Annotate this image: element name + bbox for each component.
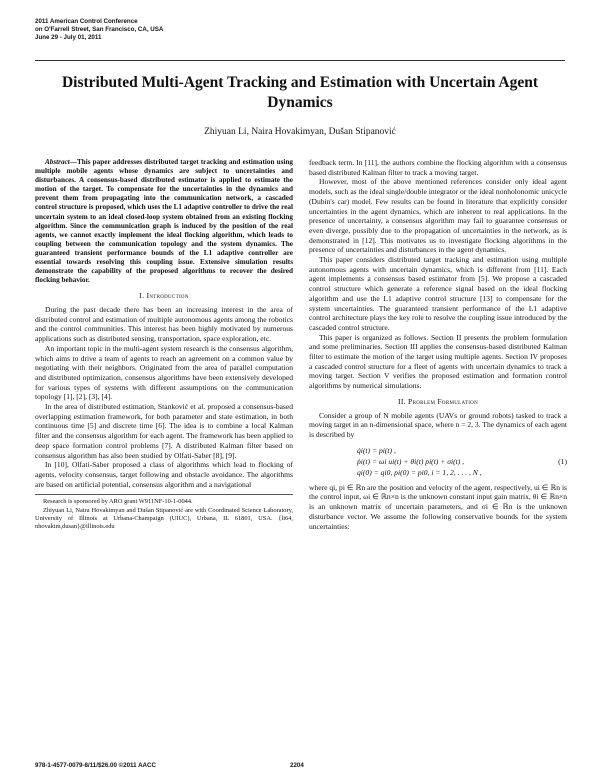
conference-header	[35, 18, 163, 42]
footer-isbn: 978-1-4577-0079-8/11/$26.00 ©2011 AACC	[35, 762, 156, 769]
abstract-text: This paper addresses distributed target tracking and estimation using multiple mobile agents whose dynamics are subject to uncertainties and disturbances. A consensus-based distributed estimator is applied to estimate the motion of the target. To compensate for the uncertainties in the dynamics and prevent them from propagating into the communication network, a cascaded control structure is proposed, which uses the L1 adaptive controller to drive the real uncertain system to an ideal closed-loop system obtained from an existing flocking algorithm. Since the communication graph is induced by the position of the real agents, we cannot exactly implement the ideal flocking algorithm, which leads to coupling between the communication topology and the system dynamics. The guaranteed transient performance bounds of the L1 adaptive controller are essential towards resolving this coupling issue. Extensive simulation results demonstrate the capability of the proposed algorithms to recover the desired flocking behavior.	[35, 158, 293, 285]
footnote-affiliation: Zhiyuan Li, Naira Hovakimyan and Dušan Stipanović are with Coordinated Science Laboratory, University of Illinois at Urbana-Champaign (UIUC), Urbana, IL 61801, USA. {li64, nhovakim,dusan}@illinois.edu	[35, 506, 293, 531]
right-paragraph: This paper considers distributed target tracking and estimation using multiple autonomous agents with uncertain dynamics, which is different from [11]. Each agent implements a consensus based estimator from [5]. We propose a cascaded control structure which generate a reference signal based on the ideal flocking algorithm and use the L1 adaptive control structure [13] to compensate for the system uncertainties. The guaranteed transient performance of the L1 adaptive control architecture plays the key role to resolve the coupling issue introduced by the cascaded control structure.	[309, 255, 567, 332]
conference-name: 2011 American Control Conference	[35, 18, 138, 25]
equation-1	[309, 445, 567, 478]
left-paragraph: In the area of distributed estimation, Stanković et al. proposed a consensus-based overlapping estimation framework, for both parameter and state estimation, in both continuous time [5] and discrete time [6]. The idea is to combine a local Kalman filter and the consensus algorithm for each agent. The framework has been applied to deep space formation control problems [7]. A distributed Kalman filter based on consensus algorithm has also been studied by Olfati-Saber [8], [9].	[35, 402, 293, 460]
right-column	[309, 158, 567, 531]
right-paragraph: where qi, pi ∈ ℝn are the position and velocity of the agent, respectively, ui ∈ ℝn is the control input, ωi ∈ ℝn×n is the unknown constant input gain matrix, θi ∈ ℝn×n is an unknown matrix of uncertain parameters, and σi ∈ ℝn is the unknown disturbance vector. We assume the following conservative bounds for the system uncertainties:	[309, 482, 567, 531]
equation-number: (1)	[558, 456, 567, 466]
left-column	[35, 158, 293, 532]
conference-dates: June 29 - July 01, 2011	[35, 34, 102, 41]
left-paragraph: In [10], Olfati-Saber proposed a class of algorithms which lead to flocking of agents, velocity consensus, target following and obstacle avoidance. The algorithms are based on artificial potential, consensus algorithm and a navigational	[35, 460, 293, 489]
header-rule	[35, 60, 565, 61]
right-paragraph: This paper is organized as follows. Section II presents the problem formulation and some preliminaries. Section III applies the consensus-based distributed Kalman filter to estimate the motion of the target using multiple agents. Section IV proposes a cascaded control structure for a fleet of agents with uncertain dynamics to track a moving target. Section V verifies the proposed estimation and formation control algorithms by numerical simulations.	[309, 332, 567, 391]
conference-location: on O'Farrell Street, San Francisco, CA, USA	[35, 26, 164, 33]
right-paragraph: However, most of the above mentioned references consider only ideal agent models, such as the ideal single/double integrator or the ideal nonholonomic unicycle (Dubin's car) model. Few results can be found in literature that explicitly consider uncertainties in the agent dynamics, which are inherent to real applications. In the presence of uncertainty, a consensus algorithm may fail to guarantee consensus or even diverge, possibly due to the propagation of uncertainties in the network, as is demonstrated in [12]. This motivates us to investigate flocking algorithms in the presence of uncertainties and disturbances in the agent dynamics.	[309, 177, 567, 255]
paper-authors: Zhiyuan Li, Naira Hovakimyan, Dušan Stipanović	[204, 127, 396, 137]
left-paragraph: An important topic in the multi-agent system research is the consensus algorithm, which aims to drive a team of agents to reach an agreement on a common value by negotiating with their neighbors. Originated from the area of parallel computation and distributed optimization, consensus algorithms have been extensively developed for various types of systems with different assumptions on the communication topology [1], [2], [3], [4].	[35, 343, 293, 402]
footnote-funding: Research is sponsored by ARO grant W911NF-10-1-0044.	[43, 498, 193, 506]
left-paragraph: During the past decade there has been an increasing interest in the area of distributed control and estimation of multiple autonomous agents among the robotics and the control communities. This interest has been highly motivated by numerous applications such as distributed sensing, transportation, space exploration, etc.	[35, 305, 293, 344]
section-heading-introduction: I. Introduction	[139, 291, 189, 301]
abstract: Abstract—This paper addresses distributed target tracking and estimation using multiple mobile agents whose dynamics are subject to uncertainties and disturbances. A consensus-based distributed estimator is applied to estimate the motion of the target. To compensate for the uncertainties in the dynamics and prevent them from propagating into the communication network, a cascaded control structure is proposed, which uses the L1 adaptive controller to drive the real uncertain system to an ideal closed-loop system obtained from an existing flocking algorithm. Since the communication graph is induced by the position of the real agents, we cannot exactly implement the ideal flocking algorithm, which leads to coupling between the communication topology and the system dynamics. The guaranteed transient performance bounds of the L1 adaptive controller are essential towards resolving this coupling issue. Extensive simulation results demonstrate the capability of the proposed algorithms to recover the desired flocking behavior.	[35, 158, 293, 285]
equation-line: q̇i(t) = pi(t) ,	[357, 445, 396, 455]
right-paragraph: Consider a group of N mobile agents (UAVs or ground robots) tasked to track a moving target in an n-dimensional space, where n = 2, 3. The dynamics of each agent is described by	[309, 410, 567, 439]
right-paragraph: feedback term. In [11], the authors combine the flocking algorithm with a consensus based distributed Kalman filter to track a moving target.	[309, 158, 567, 177]
footer-page-number: 2204	[290, 762, 304, 769]
equation-line: ṗi(t) = ωi ui(t) + θi(t) pi(t) + σi(t) ,	[357, 456, 465, 466]
footnote	[35, 494, 293, 531]
equation-line: qi(0) = qi0, pi(0) = pi0, i = 1, 2, . . . , N ,	[357, 467, 482, 477]
abstract-label: Abstract	[45, 158, 70, 166]
paper-title: Distributed Multi-Agent Tracking and Estimation with Uncertain Agent Dynamics	[61, 74, 539, 111]
section-heading-problem-formulation: II. Problem Formulation	[398, 396, 478, 406]
